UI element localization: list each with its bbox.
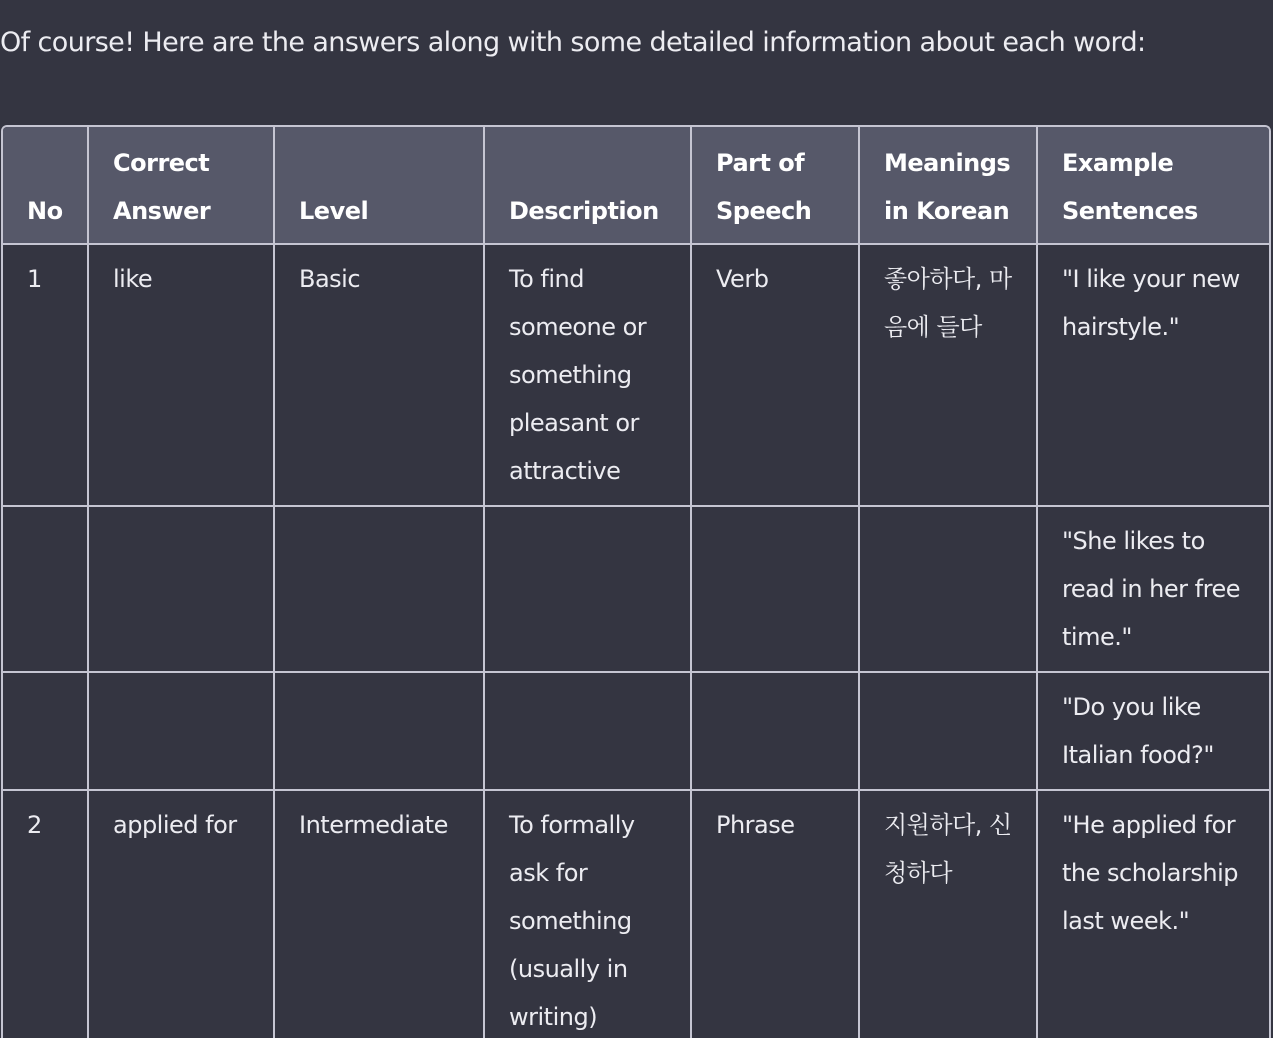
cell-answer: like xyxy=(88,244,274,506)
cell-answer xyxy=(88,672,274,790)
cell-level: Intermediate xyxy=(274,790,484,1038)
header-no: No xyxy=(2,126,88,244)
table-row xyxy=(2,244,1271,506)
cell-no: 1 xyxy=(2,244,88,506)
cell-no xyxy=(2,672,88,790)
table-row xyxy=(2,790,1271,1038)
cell-no xyxy=(2,506,88,672)
table-header-row xyxy=(2,126,1271,244)
table-row xyxy=(2,672,1271,790)
cell-description xyxy=(484,672,691,790)
cell-level xyxy=(274,672,484,790)
cell-korean xyxy=(859,672,1037,790)
cell-example: "Do you like Italian food?" xyxy=(1037,672,1271,790)
cell-no: 2 xyxy=(2,790,88,1038)
cell-level: Basic xyxy=(274,244,484,506)
cell-part-of-speech xyxy=(691,506,859,672)
cell-level xyxy=(274,506,484,672)
cell-part-of-speech xyxy=(691,672,859,790)
header-correct-answer: Correct Answer xyxy=(88,126,274,244)
vocab-table-container xyxy=(1,125,1271,1038)
header-example-sentences: Example Sentences xyxy=(1037,126,1271,244)
cell-part-of-speech: Verb xyxy=(691,244,859,506)
cell-description: To formally ask for something (usually in writing) xyxy=(484,790,691,1038)
cell-description xyxy=(484,506,691,672)
cell-example: "She likes to read in her free time." xyxy=(1037,506,1271,672)
cell-korean xyxy=(859,506,1037,672)
header-description: Description xyxy=(484,126,691,244)
cell-answer xyxy=(88,506,274,672)
vocab-table xyxy=(1,125,1271,1038)
header-meanings-korean: Meanings in Korean xyxy=(859,126,1037,244)
assistant-intro-text: Of course! Here are the answers along with some detailed information about each word: xyxy=(0,27,1146,58)
header-level: Level xyxy=(274,126,484,244)
cell-example: "He applied for the scholarship last week." xyxy=(1037,790,1271,1038)
cell-korean: 지원하다, 신청하다 xyxy=(859,790,1037,1038)
table-row xyxy=(2,506,1271,672)
cell-description: To find someone or something pleasant or attractive xyxy=(484,244,691,506)
header-part-of-speech: Part of Speech xyxy=(691,126,859,244)
cell-answer: applied for xyxy=(88,790,274,1038)
cell-example: "I like your new hairstyle." xyxy=(1037,244,1271,506)
cell-part-of-speech: Phrase xyxy=(691,790,859,1038)
cell-korean: 좋아하다, 마음에 들다 xyxy=(859,244,1037,506)
